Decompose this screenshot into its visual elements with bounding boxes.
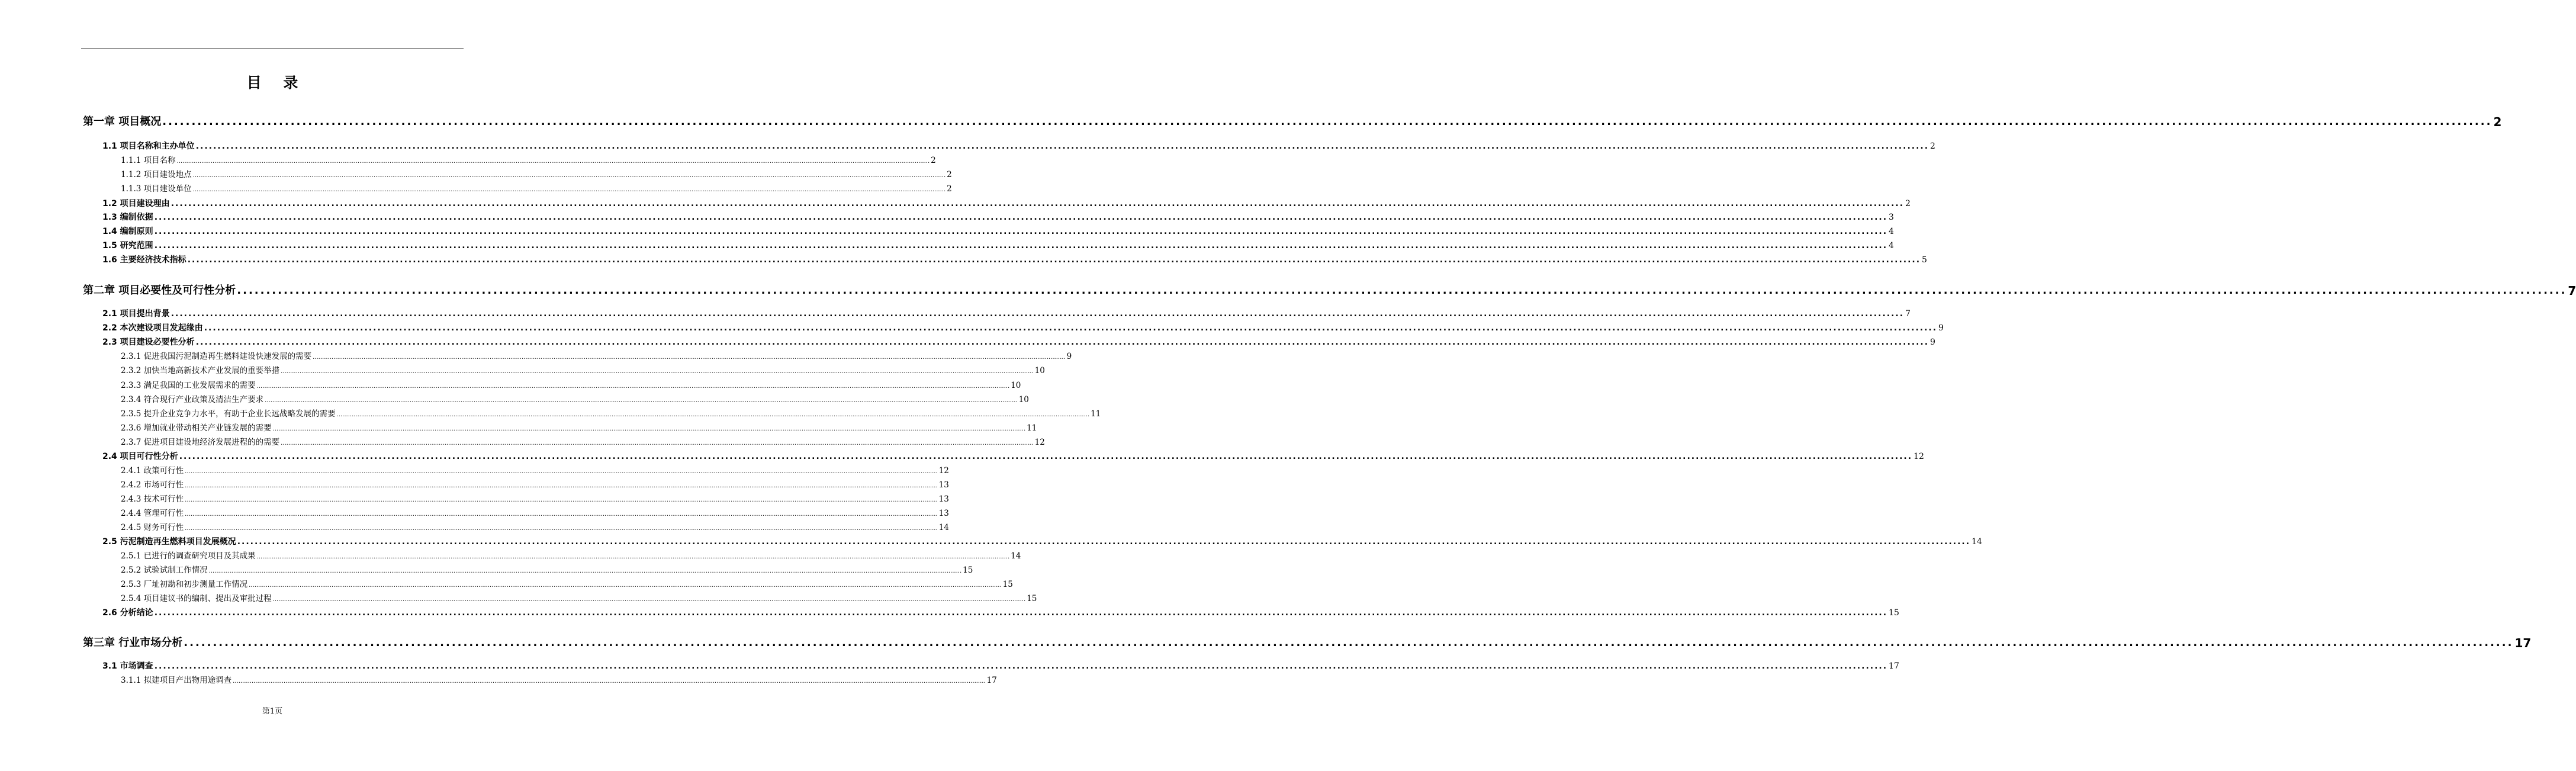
toc-entry-page-number: 11 [1091, 409, 1101, 419]
toc-entry-level-2[interactable] [102, 451, 1924, 462]
toc-entry-label: 1.1.1 项目名称 [121, 156, 176, 165]
toc-dot-leader: ................................................................................................................................................................................................................................................................................................................................................................................................................ [185, 525, 938, 532]
toc-entry-level-3[interactable] [121, 507, 949, 519]
toc-entry-level-1[interactable] [83, 114, 2502, 130]
toc-entry-label: 2.2 本次建设项目发起缘由 [102, 323, 203, 333]
toc-dot-leader: ................................................................................................................................................................................................................................................................................................................................................................................................................ [184, 637, 2514, 649]
toc-dot-leader: ................................................................................................................................................................................................................................................................................................................................................................................................................ [154, 608, 1888, 618]
toc-entry-label: 2.3.4 符合现行产业政策及清洁生产要求 [121, 395, 264, 404]
toc-entry-level-3[interactable] [121, 593, 1037, 605]
toc-entry-label: 2.4.2 市场可行性 [121, 480, 184, 490]
toc-dot-leader: ................................................................................................................................................................................................................................................................................................................................................................................................................ [237, 284, 2567, 297]
toc-entry-level-3[interactable] [121, 422, 1037, 434]
toc-entry-level-3[interactable] [121, 155, 936, 166]
toc-entry-label: 2.6 分析结论 [102, 608, 153, 618]
toc-entry-page-number: 9 [1938, 323, 1944, 333]
toc-entry-label: 2.5.3 厂址初勘和初步测量工作情况 [121, 580, 248, 589]
toc-entry-page-number: 9 [1930, 338, 1935, 347]
toc-entry-page-number: 7 [1905, 309, 1911, 319]
toc-entry-level-3[interactable] [121, 579, 1013, 590]
toc-dot-leader: ................................................................................................................................................................................................................................................................................................................................................................................................................ [154, 227, 1888, 236]
toc-entry-page-number: 2 [947, 184, 952, 194]
toc-entry-level-2[interactable] [102, 308, 1911, 320]
toc-entry-page-number: 12 [938, 466, 949, 476]
toc-dot-leader: ................................................................................................................................................................................................................................................................................................................................................................................................................ [195, 142, 1929, 151]
toc-entry-level-2[interactable] [102, 254, 1927, 266]
toc-entry-level-2[interactable] [102, 607, 1899, 619]
toc-entry-label: 1.5 研究范围 [102, 241, 153, 250]
toc-entry-label: 1.1 项目名称和主办单位 [102, 142, 195, 151]
toc-entry-level-3[interactable] [121, 380, 1021, 391]
toc-entry-label: 第三章 行业市场分析 [83, 637, 183, 649]
toc-dot-leader: ................................................................................................................................................................................................................................................................................................................................................................................................................ [171, 309, 1905, 319]
toc-dot-leader: ................................................................................................................................................................................................................................................................................................................................................................................................................ [281, 440, 1034, 446]
toc-entry-label: 1.3 编制依据 [102, 213, 153, 222]
toc-dot-leader: ................................................................................................................................................................................................................................................................................................................................................................................................................ [176, 158, 930, 165]
toc-entry-level-2[interactable] [102, 536, 1982, 548]
toc-entry-page-number: 7 [2568, 284, 2576, 298]
toc-entry-label: 1.1.2 项目建设地点 [121, 170, 192, 179]
toc-entry-label: 第一章 项目概况 [83, 115, 162, 128]
toc-entry-label: 2.3 项目建设必要性分析 [102, 338, 195, 347]
toc-dot-leader: ................................................................................................................................................................................................................................................................................................................................................................................................................ [185, 497, 938, 503]
toc-dot-leader: ................................................................................................................................................................................................................................................................................................................................................................................................................ [272, 426, 1026, 432]
toc-entry-label: 2.5 污泥制造再生燃料项目发展概况 [102, 537, 236, 547]
toc-entry-level-2[interactable] [102, 198, 1911, 210]
toc-entry-level-2[interactable] [102, 226, 1894, 237]
toc-entry-page-number: 15 [1889, 608, 1899, 618]
toc-dot-leader: ................................................................................................................................................................................................................................................................................................................................................................................................................ [256, 383, 1010, 390]
toc-entry-level-3[interactable] [121, 408, 1101, 420]
toc-entry-page-number: 17 [2514, 636, 2532, 650]
toc-entry-level-3[interactable] [121, 365, 1045, 377]
toc-dot-leader: ................................................................................................................................................................................................................................................................................................................................................................................................................ [313, 354, 1066, 361]
toc-entry-label: 2.5.1 已进行的调查研究项目及其成果 [121, 551, 256, 561]
toc-entry-label: 2.4.3 技术可行性 [121, 494, 184, 504]
toc-entry-page-number: 12 [1034, 438, 1045, 447]
toc-entry-label: 1.6 主要经济技术指标 [102, 255, 186, 265]
toc-entry-level-2[interactable] [102, 322, 1944, 334]
toc-dot-leader: ................................................................................................................................................................................................................................................................................................................................................................................................................ [192, 172, 946, 179]
toc-entry-page-number: 13 [938, 480, 949, 490]
toc-entry-level-3[interactable] [121, 674, 997, 686]
toc-entry-label: 2.4.4 管理可行性 [121, 509, 184, 518]
toc-dot-leader: ................................................................................................................................................................................................................................................................................................................................................................................................................ [187, 255, 1921, 265]
toc-entry-page-number: 15 [1002, 580, 1013, 589]
toc-entry-label: 第二章 项目必要性及可行性分析 [83, 284, 236, 297]
toc-dot-leader: ................................................................................................................................................................................................................................................................................................................................................................................................................ [185, 483, 938, 489]
toc-entry-page-number: 17 [986, 676, 997, 685]
toc-entry-page-number: 4 [1889, 241, 1894, 250]
toc-entry-level-3[interactable] [121, 169, 952, 181]
toc-dot-leader: ................................................................................................................................................................................................................................................................................................................................................................................................................ [208, 568, 962, 574]
toc-entry-level-3[interactable] [121, 550, 1021, 562]
toc-entry-label: 2.3.7 促进项目建设地经济发展进程的的需要 [121, 438, 280, 447]
toc-entry-level-3[interactable] [121, 493, 949, 505]
toc-entry-page-number: 9 [1066, 352, 1072, 361]
toc-entry-level-3[interactable] [121, 522, 949, 534]
toc-entry-label: 1.1.3 项目建设单位 [121, 184, 192, 194]
toc-dot-leader: ................................................................................................................................................................................................................................................................................................................................................................................................................ [171, 199, 1905, 208]
toc-entry-label: 3.1.1 拟建项目产出物用途调查 [121, 676, 232, 685]
toc-entry-page-number: 14 [938, 523, 949, 532]
toc-dot-leader: ................................................................................................................................................................................................................................................................................................................................................................................................................ [272, 596, 1026, 603]
toc-entry-label: 2.3.6 增加就业带动相关产业链发展的需要 [121, 423, 272, 433]
toc-dot-leader: ................................................................................................................................................................................................................................................................................................................................................................................................................ [185, 468, 938, 475]
toc-entry-page-number: 15 [1027, 594, 1037, 603]
toc-entry-page-number: 14 [1011, 551, 1021, 561]
toc-entry-page-number: 3 [1889, 213, 1894, 222]
toc-entry-page-number: 2 [1905, 199, 1911, 208]
toc-entry-page-number: 5 [1922, 255, 1927, 265]
toc-dot-leader: ................................................................................................................................................................................................................................................................................................................................................................................................................ [256, 554, 1010, 560]
toc-dot-leader: ................................................................................................................................................................................................................................................................................................................................................................................................................ [265, 397, 1018, 404]
toc-entry-label: 1.2 项目建设理由 [102, 199, 170, 208]
toc-dot-leader: ................................................................................................................................................................................................................................................................................................................................................................................................................ [336, 412, 1090, 418]
toc-entry-label: 2.4.5 财务可行性 [121, 523, 184, 532]
toc-entry-level-3[interactable] [121, 351, 1072, 362]
toc-dot-leader: ................................................................................................................................................................................................................................................................................................................................................................................................................ [237, 537, 1971, 547]
toc-dot-leader: ................................................................................................................................................................................................................................................................................................................................................................................................................ [192, 187, 946, 193]
toc-entry-label: 2.3.1 促进我国污泥制造再生燃料建设快速发展的需要 [121, 352, 312, 361]
toc-entry-level-2[interactable] [102, 336, 1935, 348]
page-footer: 第1页 [262, 707, 283, 716]
toc-dot-leader: ................................................................................................................................................................................................................................................................................................................................................................................................................ [154, 213, 1888, 222]
toc-entry-page-number: 17 [1889, 661, 1899, 671]
toc-entry-label: 2.4.1 政策可行性 [121, 466, 184, 476]
toc-dot-leader: ................................................................................................................................................................................................................................................................................................................................................................................................................ [162, 115, 2493, 128]
toc-entry-level-2[interactable] [102, 660, 1899, 672]
toc-entry-page-number: 2 [947, 170, 952, 179]
toc-entry-level-3[interactable] [121, 564, 973, 576]
toc-entry-label: 1.4 编制原则 [102, 227, 153, 236]
toc-entry-level-3[interactable] [121, 436, 1045, 448]
toc-entry-label: 2.4 项目可行性分析 [102, 452, 178, 461]
toc-dot-leader: ................................................................................................................................................................................................................................................................................................................................................................................................................ [233, 678, 986, 685]
toc-dot-leader: ................................................................................................................................................................................................................................................................................................................................................................................................................ [179, 452, 1913, 461]
toc-dot-leader: ................................................................................................................................................................................................................................................................................................................................................................................................................ [185, 511, 938, 518]
toc-entry-level-3[interactable] [121, 183, 952, 195]
toc-entry-page-number: 15 [963, 566, 973, 575]
toc-entry-level-3[interactable] [121, 394, 1029, 406]
toc-entry-page-number: 14 [1972, 537, 1982, 547]
toc-entry-label: 2.5.2 试验试制工作情况 [121, 566, 208, 575]
toc-entry-level-3[interactable] [121, 465, 949, 477]
toc-entry-label: 3.1 市场调查 [102, 661, 153, 671]
page-title: 目 录 [246, 74, 307, 91]
toc-entry-page-number: 2 [931, 156, 936, 165]
toc-entry-label: 2.5.4 项目建议书的编制、提出及审批过程 [121, 594, 272, 603]
toc-dot-leader: ................................................................................................................................................................................................................................................................................................................................................................................................................ [281, 368, 1034, 375]
toc-entry-label: 2.1 项目提出背景 [102, 309, 170, 319]
toc-entry-page-number: 13 [938, 494, 949, 504]
toc-entry-page-number: 10 [1011, 381, 1021, 390]
toc-entry-page-number: 10 [1034, 366, 1045, 375]
toc-entry-page-number: 12 [1913, 452, 1924, 461]
toc-dot-leader: ................................................................................................................................................................................................................................................................................................................................................................................................................ [204, 323, 1938, 333]
toc-entry-page-number: 10 [1018, 395, 1029, 404]
toc-entry-level-2[interactable] [102, 240, 1894, 252]
toc-entry-page-number: 2 [1930, 142, 1935, 151]
toc-entry-level-3[interactable] [121, 479, 949, 491]
toc-dot-leader: ................................................................................................................................................................................................................................................................................................................................................................................................................ [195, 338, 1929, 347]
toc-entry-label: 2.3.5 提升企业竞争力水平，有助于企业长远战略发展的需要 [121, 409, 336, 419]
toc-entry-page-number: 2 [2493, 115, 2502, 129]
toc-entry-page-number: 11 [1027, 423, 1037, 433]
toc-entry-level-1[interactable] [83, 283, 2576, 298]
toc-entry-page-number: 13 [938, 509, 949, 518]
toc-entry-level-1[interactable] [83, 635, 2532, 651]
toc-dot-leader: ................................................................................................................................................................................................................................................................................................................................................................................................................ [154, 241, 1888, 250]
toc-entry-level-2[interactable] [102, 211, 1894, 223]
toc-dot-leader: ................................................................................................................................................................................................................................................................................................................................................................................................................ [249, 582, 1002, 589]
toc-entry-label: 2.3.2 加快当地高新技术产业发展的重要举措 [121, 366, 280, 375]
toc-dot-leader: ................................................................................................................................................................................................................................................................................................................................................................................................................ [154, 661, 1888, 671]
toc-entry-page-number: 4 [1889, 227, 1894, 236]
toc-entry-level-2[interactable] [102, 140, 1935, 152]
toc-entry-label: 2.3.3 满足我国的工业发展需求的需要 [121, 381, 256, 390]
